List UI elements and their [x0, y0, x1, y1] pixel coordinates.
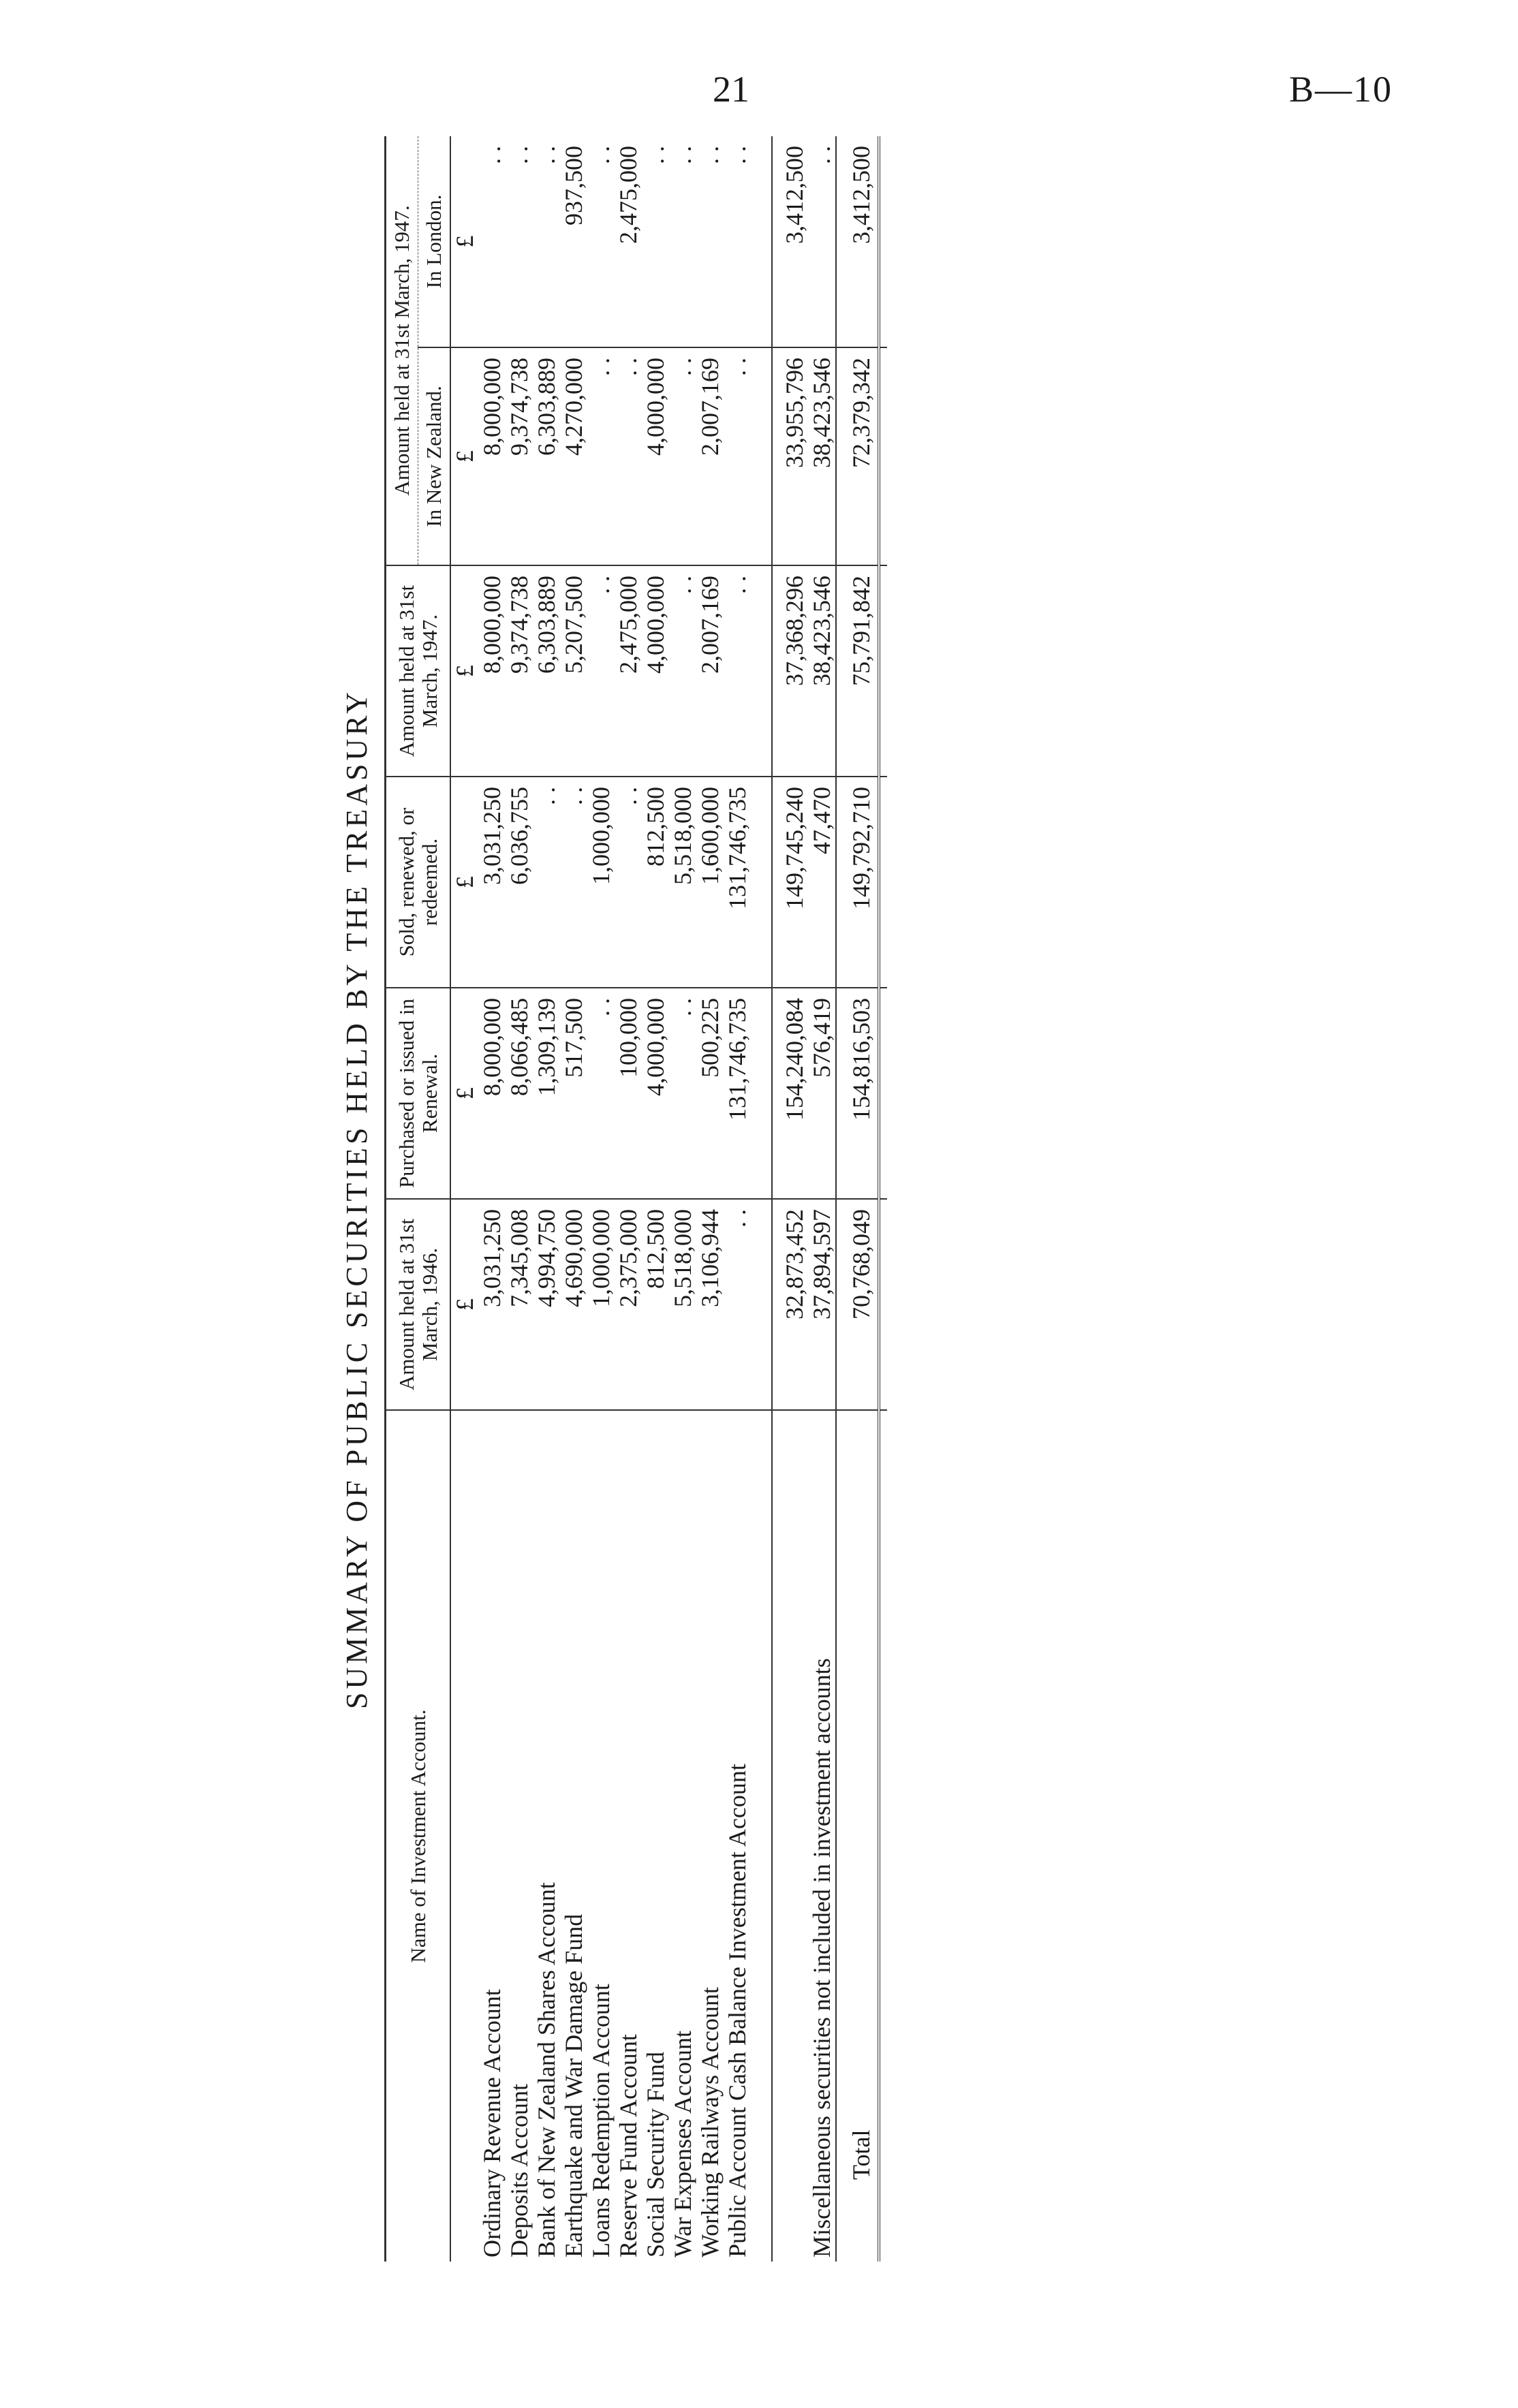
cell-purchased: . . [587, 988, 615, 1199]
cell-sold: . . [615, 777, 642, 988]
cell-purchased: 1,309,139 [533, 988, 560, 1199]
table-row [506, 136, 533, 2262]
misc-held-1946: 37,894,597 [808, 1199, 836, 1410]
header-in-nz: In New Zealand. [418, 347, 451, 565]
cell-in-london: . . [587, 136, 615, 347]
cell-held-1947: . . [724, 565, 751, 777]
cell-held-1946: 7,345,008 [506, 1199, 533, 1410]
currency-symbol: £ [450, 1199, 478, 1410]
account-name: Loans Redemption Account [587, 1984, 615, 2257]
subtotal-in-nz: 33,955,796 [781, 347, 808, 565]
misc-row [808, 136, 836, 2262]
cell-in-nz: 8,000,000 [478, 347, 506, 565]
cell-in-nz: 2,007,169 [696, 347, 724, 565]
header-sold: Sold, renewed, or redeemed. [386, 777, 451, 988]
cell-held-1946: . . [724, 1199, 751, 1410]
total-row [845, 136, 879, 2262]
total-held-1946: 70,768,049 [845, 1199, 879, 1410]
cell-in-london: 2,475,000 [615, 136, 642, 347]
cell-held-1947: 9,374,738 [506, 565, 533, 777]
header-held-1946: Amount held at 31st March, 1946. [386, 1199, 451, 1410]
total-sold: 149,792,710 [845, 777, 879, 988]
cell-sold: 5,518,000 [669, 777, 696, 988]
table-row [533, 136, 560, 2262]
header-held-1947: Amount held at 31st March, 1947. [386, 565, 451, 777]
rotated-table-container [330, 136, 1079, 2262]
subtotal-rule [772, 136, 781, 2262]
cell-held-1946: 3,106,944 [696, 1199, 724, 1410]
table-row [587, 136, 615, 2262]
misc-held-1947: 38,423,546 [808, 565, 836, 777]
misc-in-nz: 38,423,546 [808, 347, 836, 565]
cell-held-1947: 2,475,000 [615, 565, 642, 777]
currency-symbol: £ [450, 988, 478, 1199]
currency-symbol: £ [450, 136, 478, 347]
table-row [560, 136, 587, 2262]
subtotal-held-1946: 32,873,452 [781, 1199, 808, 1410]
cell-purchased: 8,066,485 [506, 988, 533, 1199]
cell-in-nz: . . [615, 347, 642, 565]
cell-in-london: . . [696, 136, 724, 347]
cell-in-london: . . [642, 136, 669, 347]
cell-in-nz: 6,303,889 [533, 347, 560, 565]
table-title: SUMMARY OF PUBLIC SECURITIES HELD BY THE TREASURY [340, 689, 373, 1709]
cell-in-london: . . [669, 136, 696, 347]
table-row [669, 136, 696, 2262]
header-name: Name of Investment Account. [386, 1410, 451, 2262]
cell-held-1946: 812,500 [642, 1199, 669, 1410]
header-held-1947-split: Amount held at 31st March, 1947. [386, 136, 418, 565]
table-row [724, 136, 751, 2262]
cell-sold: 3,031,250 [478, 777, 506, 988]
account-name: Reserve Fund Account [615, 2034, 642, 2257]
cell-held-1947: . . [669, 565, 696, 777]
header-purchased: Purchased or issued in Renewal. [386, 988, 451, 1199]
currency-row [450, 136, 478, 2262]
cell-in-london: . . [533, 136, 560, 347]
total-held-1947: 75,791,842 [845, 565, 879, 777]
cell-in-london: 937,500 [560, 136, 587, 347]
cell-held-1947: 2,007,169 [696, 565, 724, 777]
cell-purchased: 517,500 [560, 988, 587, 1199]
table-row [696, 136, 724, 2262]
document-code: B—10 [1289, 69, 1393, 110]
cell-purchased: 100,000 [615, 988, 642, 1199]
cell-held-1946: 3,031,250 [478, 1199, 506, 1410]
cell-sold: 6,036,755 [506, 777, 533, 988]
spacer-row [751, 136, 772, 2262]
subtotal-purchased: 154,240,084 [781, 988, 808, 1199]
header-in-london: In London. [418, 136, 451, 347]
table-row [478, 136, 506, 2262]
account-name: Social Security Fund [642, 2052, 669, 2257]
securities-table [384, 136, 887, 2262]
table-row [642, 136, 669, 2262]
cell-held-1946: 4,994,750 [533, 1199, 560, 1410]
account-name: Bank of New Zealand Shares Account [533, 1882, 560, 2257]
currency-symbol: £ [450, 565, 478, 777]
cell-purchased: 131,746,735 [724, 988, 751, 1199]
subtotal-in-london: 3,412,500 [781, 136, 808, 347]
account-name: War Expenses Account [669, 2031, 696, 2257]
cell-held-1947: 6,303,889 [533, 565, 560, 777]
misc-name: Miscellaneous securities not included in investment accounts [808, 1658, 835, 2257]
cell-held-1946: 5,518,000 [669, 1199, 696, 1410]
cell-in-london: . . [724, 136, 751, 347]
cell-held-1947: 4,000,000 [642, 565, 669, 777]
cell-held-1947: 5,207,500 [560, 565, 587, 777]
header-row [386, 136, 418, 2262]
total-in-nz: 72,379,342 [845, 347, 879, 565]
total-rule [836, 136, 845, 2262]
cell-in-nz: 9,374,738 [506, 347, 533, 565]
account-name: Deposits Account [506, 2084, 533, 2257]
cell-in-nz: 4,000,000 [642, 347, 669, 565]
misc-sold: 47,470 [808, 777, 836, 988]
account-name: Earthquake and War Damage Fund [560, 1913, 587, 2257]
currency-symbol: £ [450, 347, 478, 565]
cell-sold: 1,000,000 [587, 777, 615, 988]
cell-held-1946: 2,375,000 [615, 1199, 642, 1410]
cell-in-nz: . . [587, 347, 615, 565]
currency-symbol: £ [450, 777, 478, 988]
account-name: Ordinary Revenue Account [478, 1989, 506, 2257]
cell-held-1947: . . [587, 565, 615, 777]
cell-held-1946: 4,690,000 [560, 1199, 587, 1410]
cell-in-nz: 4,270,000 [560, 347, 587, 565]
table-row [615, 136, 642, 2262]
cell-purchased: . . [669, 988, 696, 1199]
cell-in-nz: . . [669, 347, 696, 565]
cell-sold: 812,500 [642, 777, 669, 988]
subtotal-row [781, 136, 808, 2262]
total-label: Total [848, 2129, 875, 2180]
subtotal-sold: 149,745,240 [781, 777, 808, 988]
misc-in-london: . . [808, 136, 836, 347]
cell-purchased: 500,225 [696, 988, 724, 1199]
cell-in-london: . . [478, 136, 506, 347]
misc-purchased: 576,419 [808, 988, 836, 1199]
cell-purchased: 4,000,000 [642, 988, 669, 1199]
cell-sold: 1,600,000 [696, 777, 724, 988]
cell-sold: . . [533, 777, 560, 988]
account-name: Public Account Cash Balance Investment Account [724, 1764, 751, 2257]
subtotal-held-1947: 37,368,296 [781, 565, 808, 777]
cell-held-1946: 1,000,000 [587, 1199, 615, 1410]
account-name: Working Railways Account [696, 1986, 724, 2257]
bottom-rule [879, 136, 887, 2262]
cell-sold: 131,746,735 [724, 777, 751, 988]
total-purchased: 154,816,503 [845, 988, 879, 1199]
cell-held-1947: 8,000,000 [478, 565, 506, 777]
cell-in-nz: . . [724, 347, 751, 565]
cell-purchased: 8,000,000 [478, 988, 506, 1199]
page-number: 21 [713, 69, 749, 110]
cell-sold: . . [560, 777, 587, 988]
total-in-london: 3,412,500 [845, 136, 879, 347]
cell-in-london: . . [506, 136, 533, 347]
